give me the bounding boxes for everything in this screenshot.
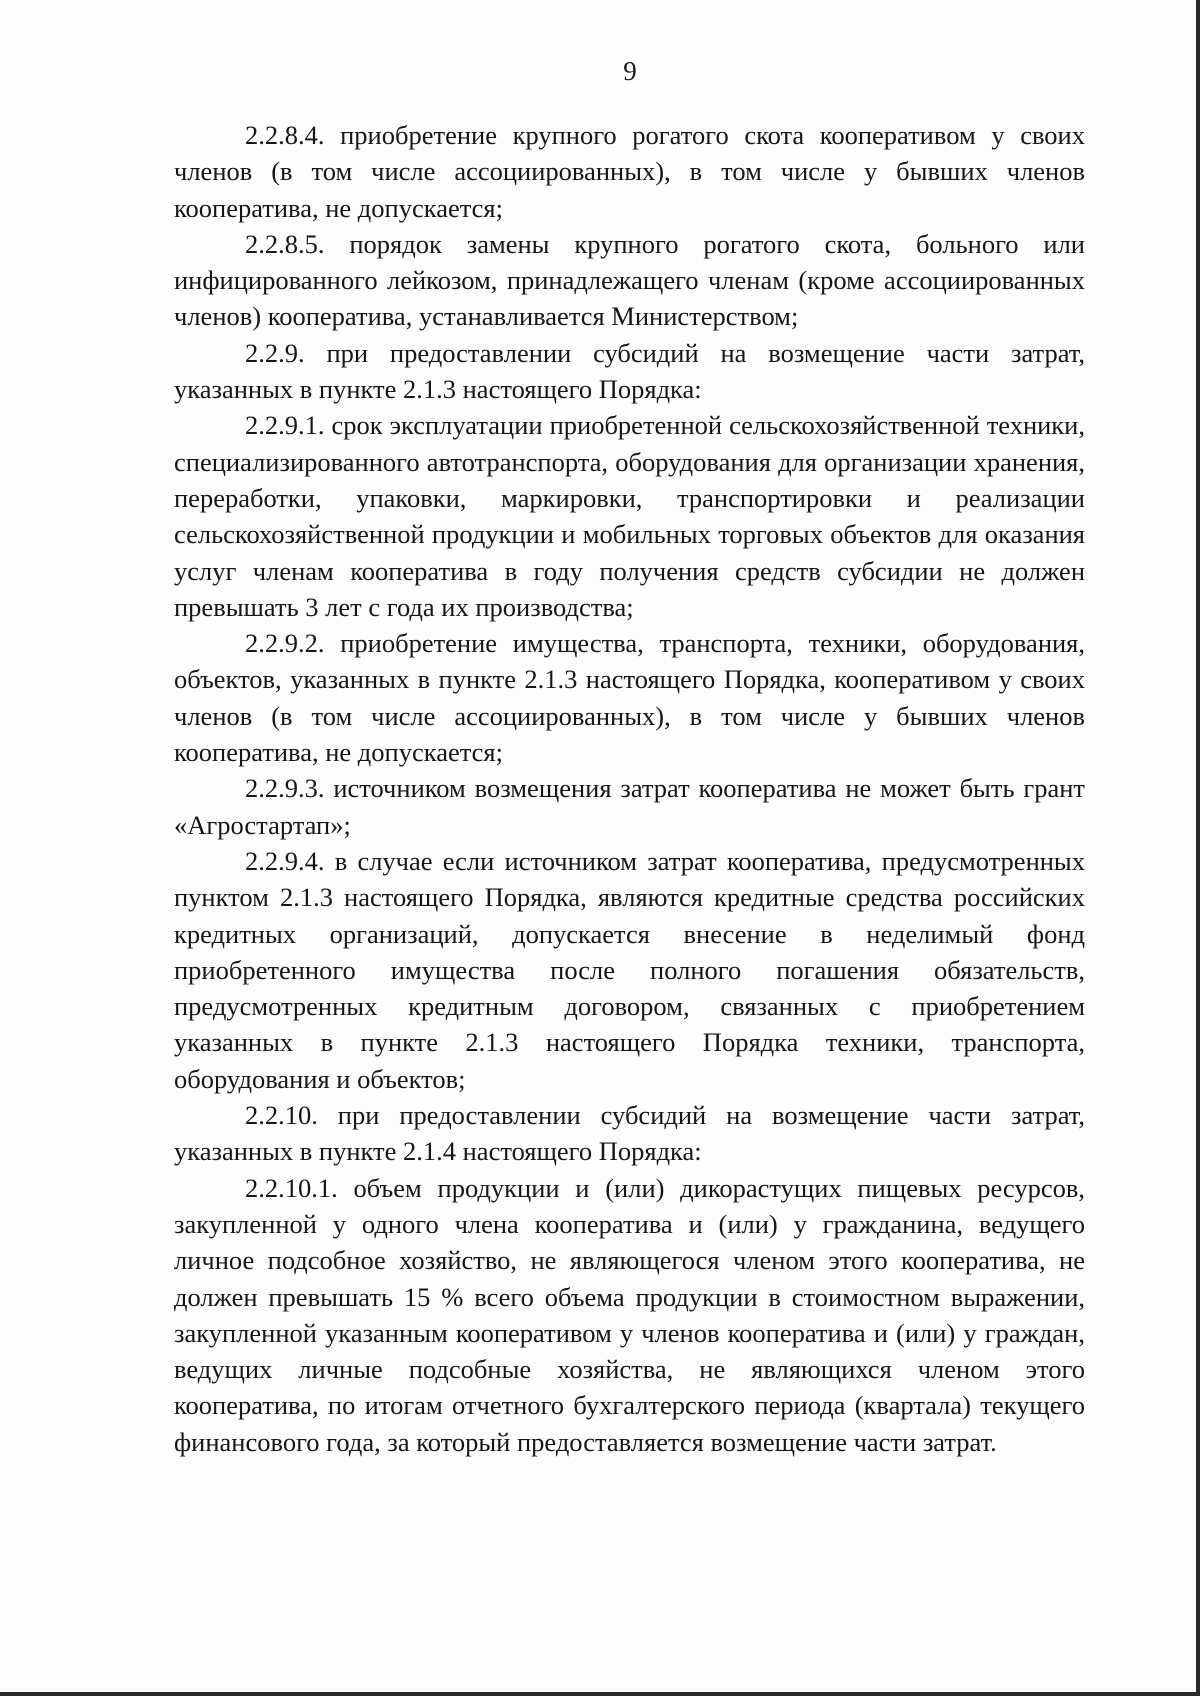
paragraph-2-2-10-1: 2.2.10.1. объем продукции и (или) дикорастущих пищевых ресурсов, закупленной у одного члена кооператива и (или) у гражданина, ведущего личное подсобное хозяйство, не являющегося членом этого кооператива, не должен превышать 15 % всего объема продукции в стоимостном выражении, закупленной указанным кооперативом у членов кооператива и (или) у граждан, ведущих личные подсобные хозяйства, не являющихся членом этого кооператива, по итогам отчетного бухгалтерского периода (квартала) текущего финансового года, за который предоставляется возмещение части затрат.	[174, 1172, 1085, 1457]
paragraph-2-2-8-5: 2.2.8.5. порядок замены крупного рогатого скота, больного или инфицированного лейкозом, принадлежащего членам (кроме ассоциированных членов) кооператива, устанавливается Министерством;	[174, 228, 1085, 332]
paragraph-2-2-9-4: 2.2.9.4. в случае если источником затрат кооператива, предусмотренных пунктом 2.1.3 настоящего Порядка, являются кредитные средства российских кредитных организаций, допускается внесение в неделимый фонд приобретенного имущества после полного погашения обязательств, предусмотренных кредитным договором, связанных с приобретением указанных в пункте 2.1.3 настоящего Порядка техники, транспорта, оборудования и объектов;	[174, 845, 1085, 1094]
paragraph-2-2-9-3: 2.2.9.3. источником возмещения затрат кооператива не может быть грант «Агростартап»;	[174, 773, 1085, 840]
document-body	[174, 117, 1085, 1460]
paragraph-2-2-9-1: 2.2.9.1. срок эксплуатации приобретенной сельскохозяйственной техники, специализированного автотранспорта, оборудования для организации хранения, переработки, упаковки, маркировки, транспортировки и реализации сельскохозяйственной продукции и мобильных торговых объектов для оказания услуг членам кооператива в году получения средств субсидии не должен превышать 3 лет с года их производства;	[174, 410, 1085, 622]
page-number: 9	[623, 56, 637, 86]
paragraph-2-2-10: 2.2.10. при предоставлении субсидий на возмещение части затрат, указанных в пункте 2.1.4 настоящего Порядка:	[174, 1100, 1085, 1167]
paragraph-2-2-8-4: 2.2.8.4. приобретение крупного рогатого скота кооперативом у своих членов (в том числе ассоциированных), в том числе у бывших членов кооператива, не допускается;	[174, 120, 1085, 223]
scan-edge-bottom	[0, 1692, 1200, 1696]
paragraph-2-2-9-2: 2.2.9.2. приобретение имущества, транспорта, техники, оборудования, объектов, указанных в пункте 2.1.3 настоящего Порядка, кооперативом у своих членов (в том числе ассоциированных), в том числе у бывших членов кооператива, не допускается;	[174, 628, 1085, 768]
paragraph-2-2-9: 2.2.9. при предоставлении субсидий на возмещение части затрат, указанных в пункте 2.1.3 настоящего Порядка:	[174, 337, 1085, 405]
scan-edge-right	[1196, 0, 1200, 1696]
